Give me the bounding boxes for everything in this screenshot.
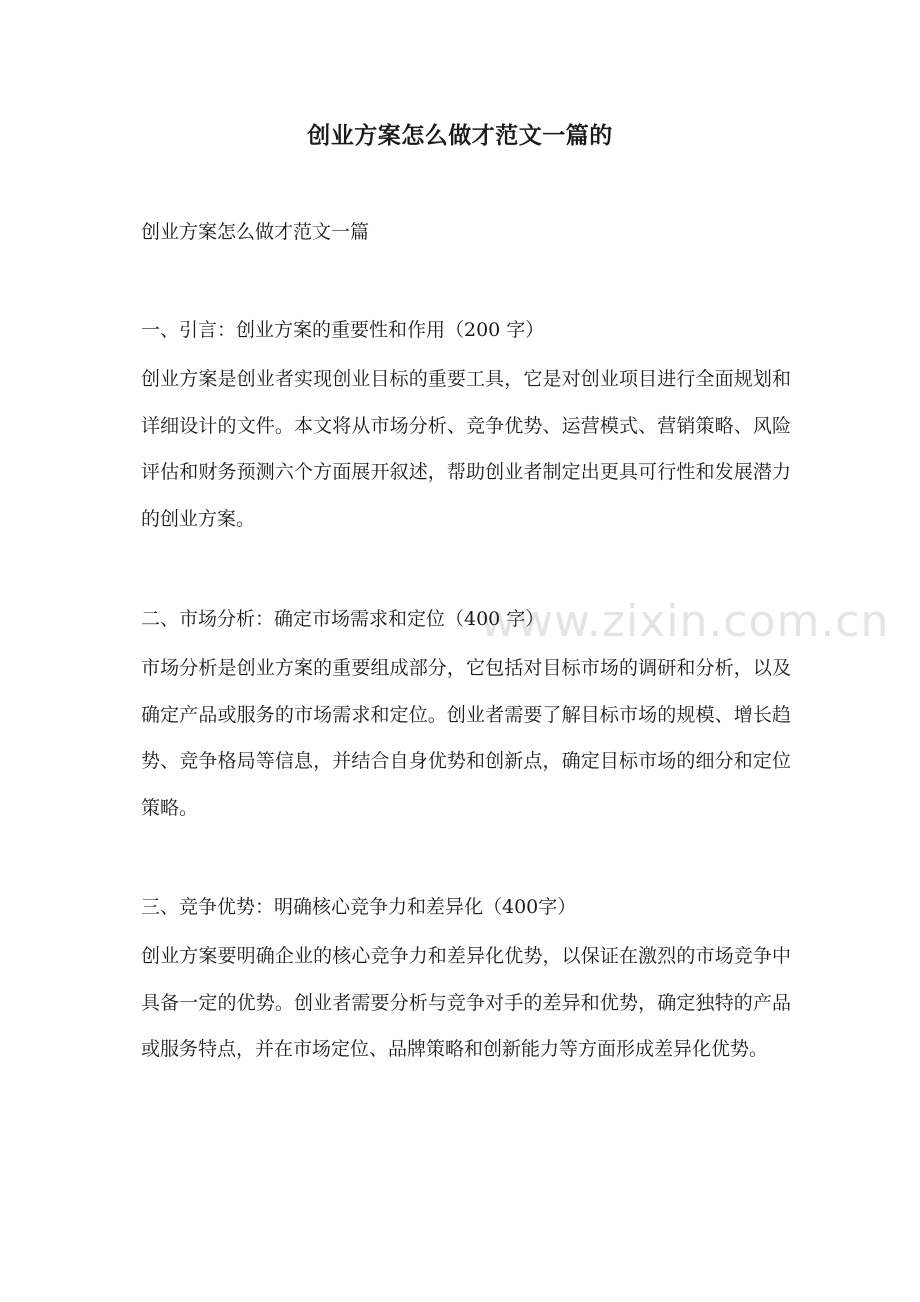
section-body: 创业方案是创业者实现创业目标的重要工具，它是对创业项目进行全面规划和详细设计的文件。本文将从市场分析、竞争优势、运营模式、营销策略、风险评估和财务预测六个方面展开叙述，帮助创业者制定出更具可行性和发展潜力的创业方案。 xyxy=(141,368,791,530)
section-body: 创业方案要明确企业的核心竞争力和差异化优势，以保证在激烈的市场竞争中具备一定的优势。创业者需要分析与竞争对手的差异和优势，确定独特的产品或服务特点，并在市场定位、品牌策略和创新能力等方面形成差异化优势。 xyxy=(141,945,791,1060)
section-body: 市场分析是创业方案的重要组成部分，它包括对目标市场的调研和分析，以及确定产品或服务的市场需求和定位。创业者需要了解目标市场的规模、增长趋势、竞争格局等信息，并结合自身优势和创新点，确定目标市场的细分和定位策略。 xyxy=(141,657,791,819)
document-title: 创业方案怎么做才范文一篇的 xyxy=(307,122,613,149)
section-competitive-advantage xyxy=(141,889,791,1073)
section-heading: 二、市场分析：确定市场需求和定位（400 字） xyxy=(141,608,545,630)
section-heading: 三、竞争优势：明确核心竞争力和差异化（400字） xyxy=(141,896,577,918)
section-introduction xyxy=(141,312,791,542)
section-market-analysis xyxy=(141,601,791,831)
watermark: www.zixin.com.cn xyxy=(480,596,890,647)
section-heading: 一、引言：创业方案的重要性和作用（200 字） xyxy=(141,319,545,341)
document-subtitle: 创业方案怎么做才范文一篇 xyxy=(141,221,370,243)
